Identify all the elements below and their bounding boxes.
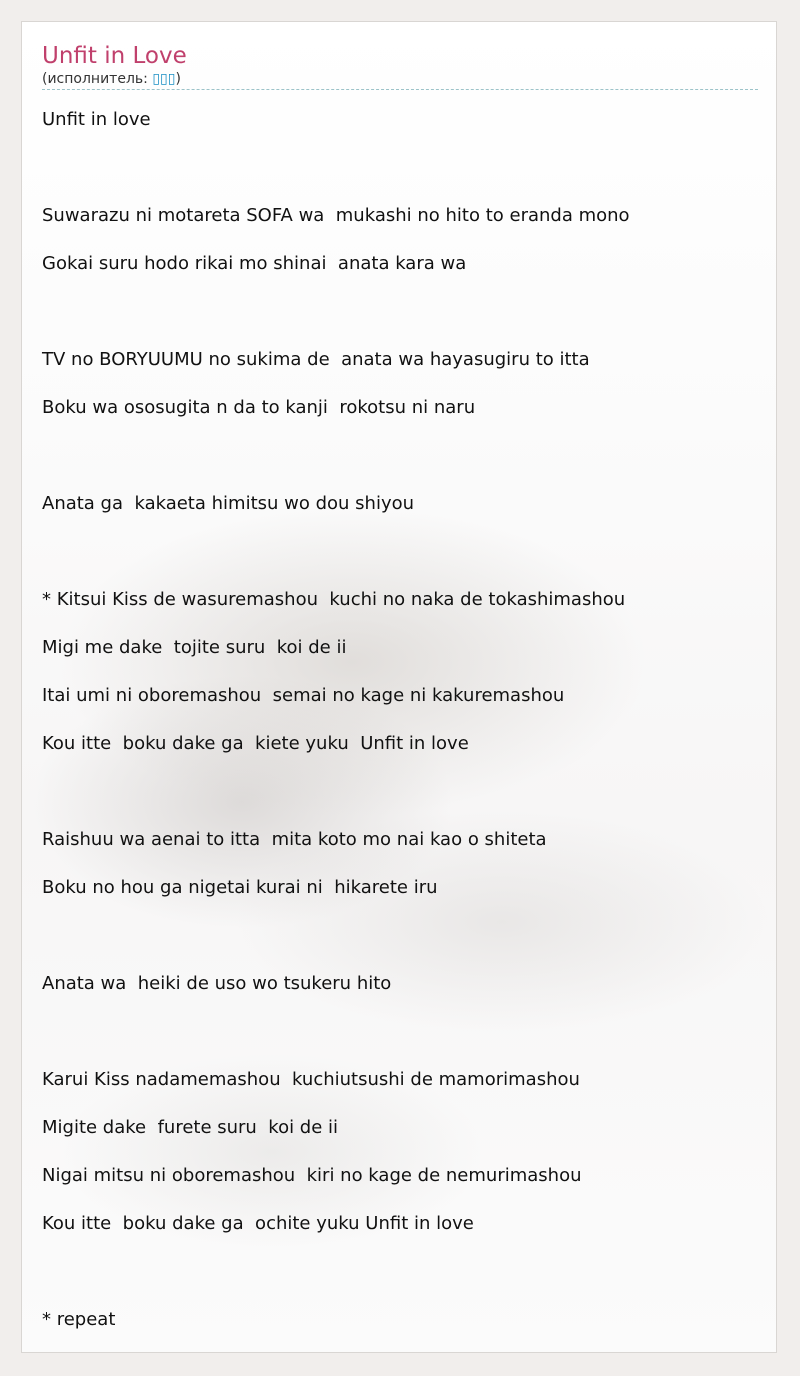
song-header [42, 42, 758, 90]
lyric-line: * repeat [42, 1309, 116, 1330]
lyric-line: Itai umi ni oboremashou semai no kage ni kakuremashou [42, 685, 565, 706]
lyric-line: Boku no hou ga nigetai kurai ni hikarete iru [42, 877, 438, 898]
artist-suffix: ) [175, 71, 181, 87]
lyric-line: Kou itte boku dake ga ochite yuku Unfit in love [42, 1213, 474, 1234]
lyric-line: Kou itte boku dake ga kiete yuku Unfit in love [42, 733, 469, 754]
lyric-line: TV no BORYUUMU no sukima de anata wa hayasugiru to itta [42, 349, 590, 370]
lyric-line: Raishuu wa aenai to itta mita koto mo nai kao o shiteta [42, 829, 547, 850]
blank-line [42, 144, 758, 192]
blank-line [42, 432, 758, 480]
blank-line [42, 288, 758, 336]
blank-line [42, 1008, 758, 1056]
lyric-line: Anata ga kakaeta himitsu wo dou shiyou [42, 493, 415, 514]
song-title: Unfit in Love [42, 43, 187, 69]
artist-prefix: (исполнитель: [42, 71, 153, 87]
blank-line [42, 912, 758, 960]
lyric-line: Unfit in love [42, 109, 151, 130]
lyric-line: Anata wa heiki de uso wo tsukeru hito [42, 973, 392, 994]
lyrics-body [42, 96, 758, 1344]
lyric-line: Nigai mitsu ni oboremashou kiri no kage de nemurimashou [42, 1165, 582, 1186]
blank-line [42, 768, 758, 816]
artist-line [42, 70, 758, 88]
lyric-line: Migite dake furete suru koi de ii [42, 1117, 339, 1138]
blank-line [42, 528, 758, 576]
lyric-line: Migi me dake tojite suru koi de ii [42, 637, 347, 658]
lyric-line: Karui Kiss nadamemashou kuchiutsushi de mamorimashou [42, 1069, 580, 1090]
lyric-line: * Kitsui Kiss de wasuremashou kuchi no naka de tokashimashou [42, 589, 626, 610]
lyrics-page [21, 21, 777, 1353]
artist-link[interactable]: ▯▯▯ [152, 71, 176, 87]
lyric-line: Suwarazu ni motareta SOFA wa mukashi no hito to eranda mono [42, 205, 630, 226]
lyric-line: Gokai suru hodo rikai mo shinai anata kara wa [42, 253, 467, 274]
blank-line [42, 1248, 758, 1296]
lyric-line: Boku wa ososugita n da to kanji rokotsu ni naru [42, 397, 476, 418]
